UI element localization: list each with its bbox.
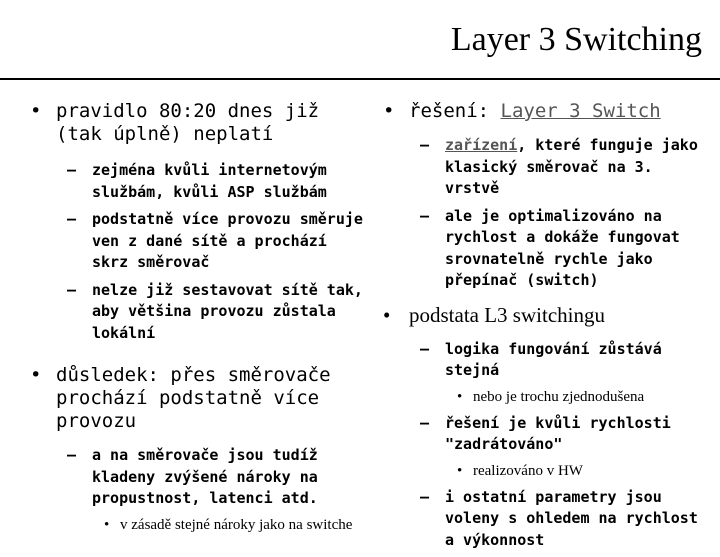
bullet-marker: • [30,364,42,386]
dash-marker: – [420,487,430,506]
right-subsub-1-text: nebo je trochu zjednodušena [473,388,645,405]
right-bullet-2-text: podstata L3 switchingu [409,302,605,327]
dash-marker: – [420,413,430,432]
left-sub-1-text: zejména kvůli internetovým službám, kvůli ASP službám [92,161,327,201]
dash-marker: – [420,339,430,358]
right-subsub-2 [383,462,713,481]
left-bullet-2-text: důsledek: přes směrovače prochází podstatně více provozu [56,364,331,432]
title-rule [0,78,720,80]
right-sub-5 [383,487,713,552]
right-bullet-2 [383,304,713,327]
right-sub-3-text: logika fungování zůstává stejná [445,339,662,379]
bullet-marker: • [383,302,391,327]
left-sub-3 [30,280,370,345]
right-column [383,100,713,557]
left-sub-3-text: nelze již sestavovat sítě tak, aby většina provozu zůstala lokální [92,280,363,342]
left-bullet-1 [30,100,370,146]
dash-marker: – [420,206,430,225]
left-bullet-1-text: pravidlo 80:20 dnes již (tak úplně) neplatí [56,100,320,145]
right-sub-4 [383,413,713,456]
dash-marker: – [67,210,77,228]
dash-marker: – [67,446,77,464]
dash-marker: – [67,280,77,299]
right-subsub-1 [383,388,713,407]
left-subsub-1-text: v zásadě stejné nároky jako na switche [120,516,353,533]
bullet-marker: • [30,100,42,122]
left-sub-2 [30,209,370,274]
right-sub-2 [383,206,713,292]
right-sub-3 [383,339,713,382]
bullet-marker: • [457,388,463,405]
layer3-switch-link[interactable]: Layer 3 Switch [500,100,661,122]
slide-title: Layer 3 Switching [450,21,702,58]
bullet-marker: • [457,462,463,479]
right-sub-4-text: řešení je kvůli rychlosti "zadrátováno" [445,413,671,453]
right-bullet-1-prefix: řešení: [409,100,501,122]
bullet-marker: • [104,516,110,533]
right-sub-2-text: ale je optimalizováno na rychlost a dokáže fungovat srovnatelně rychle jako přepínač (switch) [445,206,680,289]
right-bullet-1 [383,100,713,123]
left-subsub-1 [30,516,370,535]
zarizeni-link[interactable]: zařízení [445,136,518,154]
left-column [30,100,370,541]
left-bullet-2 [30,364,370,433]
dash-marker: – [67,161,77,179]
right-sub-5-text: i ostatní parametry jsou voleny s ohledem na rychlost a výkonnost [445,487,698,549]
dash-marker: – [420,136,430,154]
left-sub-2-text: podstatně více provozu směruje ven z dané sítě a prochází skrz směrovač [92,210,363,271]
right-sub-1-text: , které funguje jako klasický směrovač na 3. vrstvě [445,136,698,197]
left-sub-4 [30,445,370,510]
left-sub-1 [30,160,370,203]
left-sub-4-text: a na směrovače jsou tudíž kladeny zvýšené nároky na propustnost, latenci atd. [92,446,318,507]
right-subsub-2-text: realizováno v HW [473,462,583,479]
right-sub-1 [383,135,713,200]
bullet-marker: • [383,100,395,122]
